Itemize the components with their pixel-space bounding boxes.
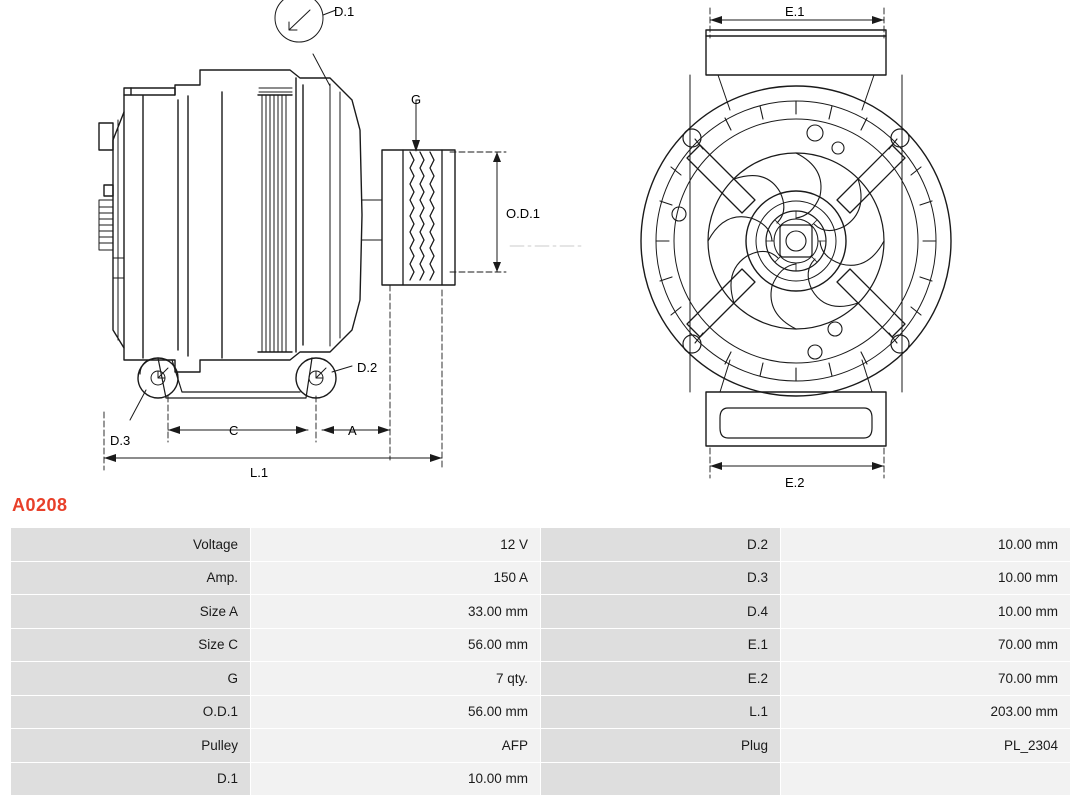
spec-value: 33.00 mm [251,595,541,629]
spec-value: 70.00 mm [781,662,1071,696]
spec-label: D.1 [11,762,251,796]
spec-value: 70.00 mm [781,628,1071,662]
label-d1: D.1 [334,4,355,19]
table-row [11,695,1071,729]
table-row [11,528,1071,562]
label-e2: E.2 [785,475,805,490]
spec-label: Amp. [11,561,251,595]
spec-value: 10.00 mm [251,762,541,796]
label-e1: E.1 [785,4,805,19]
spec-label: D.2 [541,528,781,562]
label-a: A [348,423,357,438]
spec-label: Plug [541,729,781,763]
spec-label: E.2 [541,662,781,696]
label-c: C [229,423,239,438]
alternator-front-view [641,8,951,478]
spec-label: Size C [11,628,251,662]
spec-label: L.1 [541,695,781,729]
label-d2: D.2 [357,360,378,375]
spec-value: 7 qty. [251,662,541,696]
spec-label: D.4 [541,595,781,629]
spec-value: 56.00 mm [251,628,541,662]
spec-value: 10.00 mm [781,561,1071,595]
spec-value-empty [781,762,1071,796]
spec-value: 203.00 mm [781,695,1071,729]
table-row [11,662,1071,696]
spec-value: AFP [251,729,541,763]
table-row [11,595,1071,629]
part-code: A0208 [12,495,68,515]
spec-value: 150 A [251,561,541,595]
spec-label: O.D.1 [11,695,251,729]
spec-value: 12 V [251,528,541,562]
spec-label: E.1 [541,628,781,662]
spec-value: PL_2304 [781,729,1071,763]
spec-label: Pulley [11,729,251,763]
label-d3: D.3 [110,433,131,448]
table-row [11,762,1071,796]
spec-label: Size A [11,595,251,629]
spec-label-empty [541,762,781,796]
spec-label: Voltage [11,528,251,562]
spec-label: D.3 [541,561,781,595]
spec-value: 10.00 mm [781,595,1071,629]
spec-value: 56.00 mm [251,695,541,729]
label-l1: L.1 [250,465,269,480]
specifications-table [10,527,1071,796]
alternator-side-view [99,0,584,470]
spec-label: G [11,662,251,696]
table-row [11,729,1071,763]
spec-value: 10.00 mm [781,528,1071,562]
table-row [11,561,1071,595]
label-g: G [411,92,422,107]
table-row [11,628,1071,662]
label-od1: O.D.1 [506,206,540,221]
